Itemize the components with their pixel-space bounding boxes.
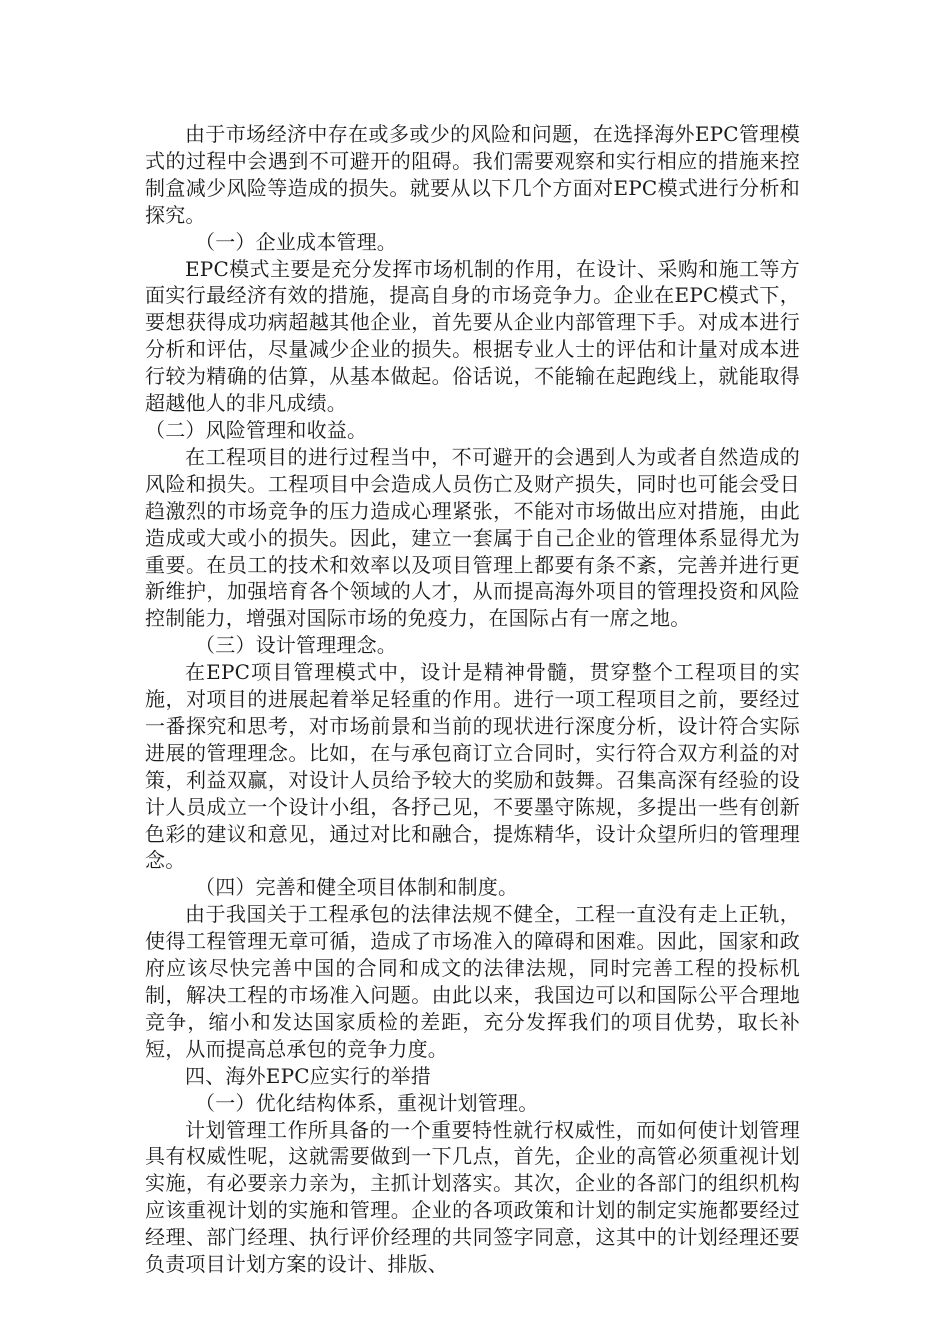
paragraph-intro: 由于市场经济中存在或多或少的风险和问题，在选择海外EPC管理模式的过程中会遇到不可避开的阻碍。我们需要观察和实行相应的措施来控制盒减少风险等造成的损失。就要从以下几个方面对EPC模式进行分析和探究。 — [145, 122, 800, 227]
paragraph-design-concept: 在EPC项目管理模式中，设计是精神骨髓，贯穿整个工程项目的实施，对项目的进展起着举足轻重的作用。进行一项工程项目之前，要经过一番探究和思考，对市场前景和当前的现状进行深度分析，设计符合实际进展的管理理念。比如，在与承包商订立合同时，实行符合双方利益的对策，利益双赢，对设计人员给予较大的奖励和鼓舞。召集高深有经验的设计人员成立一个设计小组，各抒己见，不要墨守陈规，多提出一些有创新色彩的建议和意见，通过对比和融合，提炼精华，设计众望所归的管理理念。 — [145, 660, 800, 873]
section-heading-measures: 四、海外EPC应实行的举措 — [185, 1063, 431, 1088]
paragraph-system-improvement: 由于我国关于工程承包的法律法规不健全，工程一直没有走上正轨，使得工程管理无章可循，造成了市场准入的障碍和困难。因此，国家和政府应该尽快完善中国的合同和成文的法律法规，同时完善工程的投标机制，解决工程的市场准入问题。由此以来，我国边可以和国际公平合理地竞争，缩小和发达国家质检的差距，充分发挥我们的项目优势，取长补短，从而提高总承包的竞争力度。 — [145, 902, 800, 1061]
subheading-risk-management: （二）风险管理和收益。 — [145, 417, 368, 442]
subheading-design-concept: （三）设计管理理念。 — [195, 633, 397, 658]
subheading-system-improvement: （四）完善和健全项目体制和制度。 — [195, 875, 519, 900]
document-body — [145, 121, 800, 1278]
subheading-plan-management: （一）优化结构体系，重视计划管理。 — [195, 1090, 539, 1115]
paragraph-risk-management: 在工程项目的进行过程当中，不可避开的会遇到人为或者自然造成的风险和损失。工程项目中会造成人员伤亡及财产损失，同时也可能会受日趋激烈的市场竞争的压力造成心理紧张，不能对市场做出应对措施，由此造成或大或小的损失。因此，建立一套属于自己企业的管理体系显得尤为重要。在员工的技术和效率以及项目管理上都要有条不紊，完善并进行更新维护，加强培育各个领域的人才，从而提高海外项目的管理投资和风险控制能力，增强对国际市场的免疫力，在国际占有一席之地。 — [145, 444, 800, 631]
paragraph-plan-management: 计划管理工作所具备的一个重要特性就行权威性，而如何使计划管理具有权威性呢，这就需要做到一下几点，首先，企业的高管必须重视计划实施，有必要亲力亲为，主抓计划落实。其次，企业的各部门的组织机构应该重视计划的实施和管理。企业的各项政策和计划的制定实施都要经过经理、部门经理、执行评价经理的共同签字同意，这其中的计划经理还要负责项目计划方案的设计、排版、 — [145, 1117, 800, 1277]
paragraph-cost-management: EPC模式主要是充分发挥市场机制的作用，在设计、采购和施工等方面实行最经济有效的措施，提高自身的市场竞争力。企业在EPC模式下，要想获得成功病超越其他企业，首先要从企业内部管理下手。对成本进行分析和评估，尽量减少企业的损失。根据专业人士的评估和计量对成本进行较为精确的估算，从基本做起。俗话说，不能输在起跑线上，就能取得超越他人的非凡成绩。 — [145, 256, 800, 416]
subheading-cost-management: （一）企业成本管理。 — [195, 229, 397, 254]
